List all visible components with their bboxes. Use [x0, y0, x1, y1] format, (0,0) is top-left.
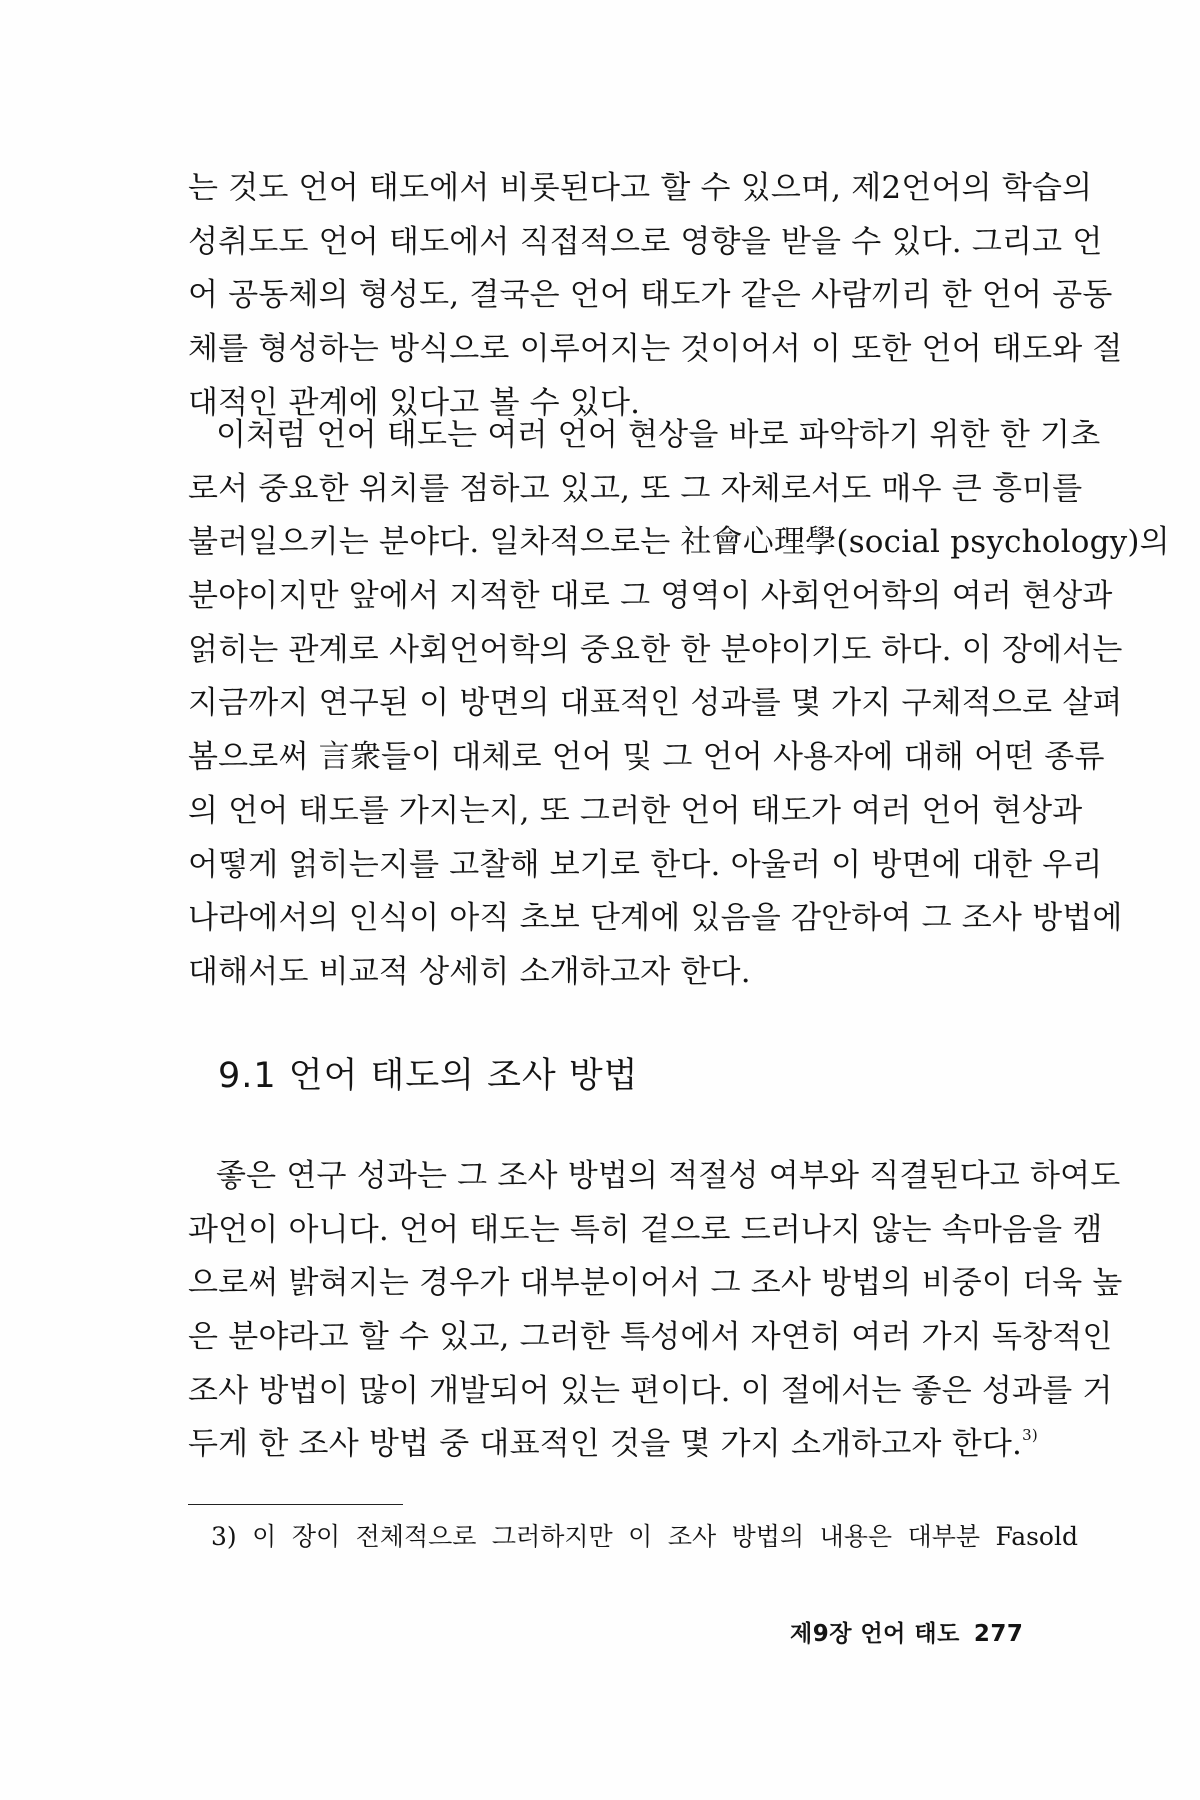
text-line: 얽히는 관계로 사회언어학의 중요한 한 분야이기도 하다. 이 장에서는: [188, 631, 1123, 668]
text-line: 과언이 아니다. 언어 태도는 특히 겉으로 드러나지 않는 속마음을 캠: [188, 1211, 1103, 1248]
paragraph-language-attitude: [188, 409, 1170, 1000]
text-line: 어 공동체의 형성도, 결국은 언어 태도가 같은 사람끼리 한 언어 공동: [188, 277, 1113, 314]
text-line: 지금까지 연구된 이 방면의 대표적인 성과를 몇 가지 구체적으로 살펴: [188, 685, 1123, 722]
text-line: 어떻게 얽히는지를 고찰해 보기로 한다. 아울러 이 방면에 대한 우리: [188, 846, 1103, 883]
footnote-text: 3) 이 장이 전체적으로 그러하지만 이 조사 방법의 내용은 대부분 Fasold: [211, 1522, 1078, 1551]
text-line: 분야이지만 앞에서 지적한 대로 그 영역이 사회언어학의 여러 현상과: [188, 578, 1113, 615]
text-line: 조사 방법이 많이 개발되어 있는 편이다. 이 절에서는 좋은 성과를 거: [188, 1372, 1113, 1409]
paragraph-continued: [188, 162, 1123, 430]
footnote-divider: [188, 1504, 403, 1505]
text-line: 나라에서의 인식이 아직 초보 단계에 있음을 감안하여 그 조사 방법에: [188, 900, 1123, 937]
page-number: 277: [973, 1621, 1024, 1647]
text-line-content: 두게 한 조사 방법 중 대표적인 것을 몇 가지 소개하고자 한다.: [188, 1426, 1023, 1463]
text-line: 은 분야라고 할 수 있고, 그러한 특성에서 자연히 여러 가지 독창적인: [188, 1319, 1113, 1356]
text-line: 대해서도 비교적 상세히 소개하고자 한다.: [188, 953, 751, 990]
text-line: 으로써 밝혀지는 경우가 대부분이어서 그 조사 방법의 비중이 더욱 높: [188, 1265, 1123, 1302]
text-line: [188, 1418, 1078, 1472]
text-line: 로서 중요한 위치를 점하고 있고, 또 그 자체로서도 매우 큰 흥미를: [188, 470, 1083, 507]
text-line: 성취도도 언어 태도에서 직접적으로 영향을 받을 수 있다. 그리고 언: [188, 223, 1103, 260]
footnote-reference[interactable]: 3): [1022, 1426, 1038, 1445]
text-line: 봄으로써 言衆들이 대체로 언어 및 그 언어 사용자에 대해 어떤 종류: [188, 739, 1105, 776]
paragraph-research-methods: [188, 1150, 1123, 1472]
section-heading: 9.1 언어 태도의 조사 방법: [218, 1056, 639, 1096]
text-line: 이처럼 언어 태도는 여러 언어 현상을 바로 파악하기 위한 한 기초: [216, 417, 1101, 453]
text-line: 좋은 연구 성과는 그 조사 방법의 적절성 여부와 직결된다고 하여도: [216, 1158, 1121, 1194]
text-line: 는 것도 언어 태도에서 비롯된다고 할 수 있으며, 제2언어의 학습의: [188, 170, 1093, 206]
running-head-chapter: 제9장 언어 태도: [790, 1621, 960, 1647]
text-line: 대적인 관계에 있다고 볼 수 있다.: [188, 384, 641, 421]
running-footer: [790, 1615, 1023, 1648]
text-line: 체를 형성하는 방식으로 이루어지는 것이어서 이 또한 언어 태도와 절: [188, 331, 1123, 368]
text-line: 의 언어 태도를 가지는지, 또 그러한 언어 태도가 여러 언어 현상과: [188, 792, 1083, 829]
text-line: 불러일으키는 분야다. 일차적으로는 社會心理學(social psychology)의: [188, 524, 1170, 561]
